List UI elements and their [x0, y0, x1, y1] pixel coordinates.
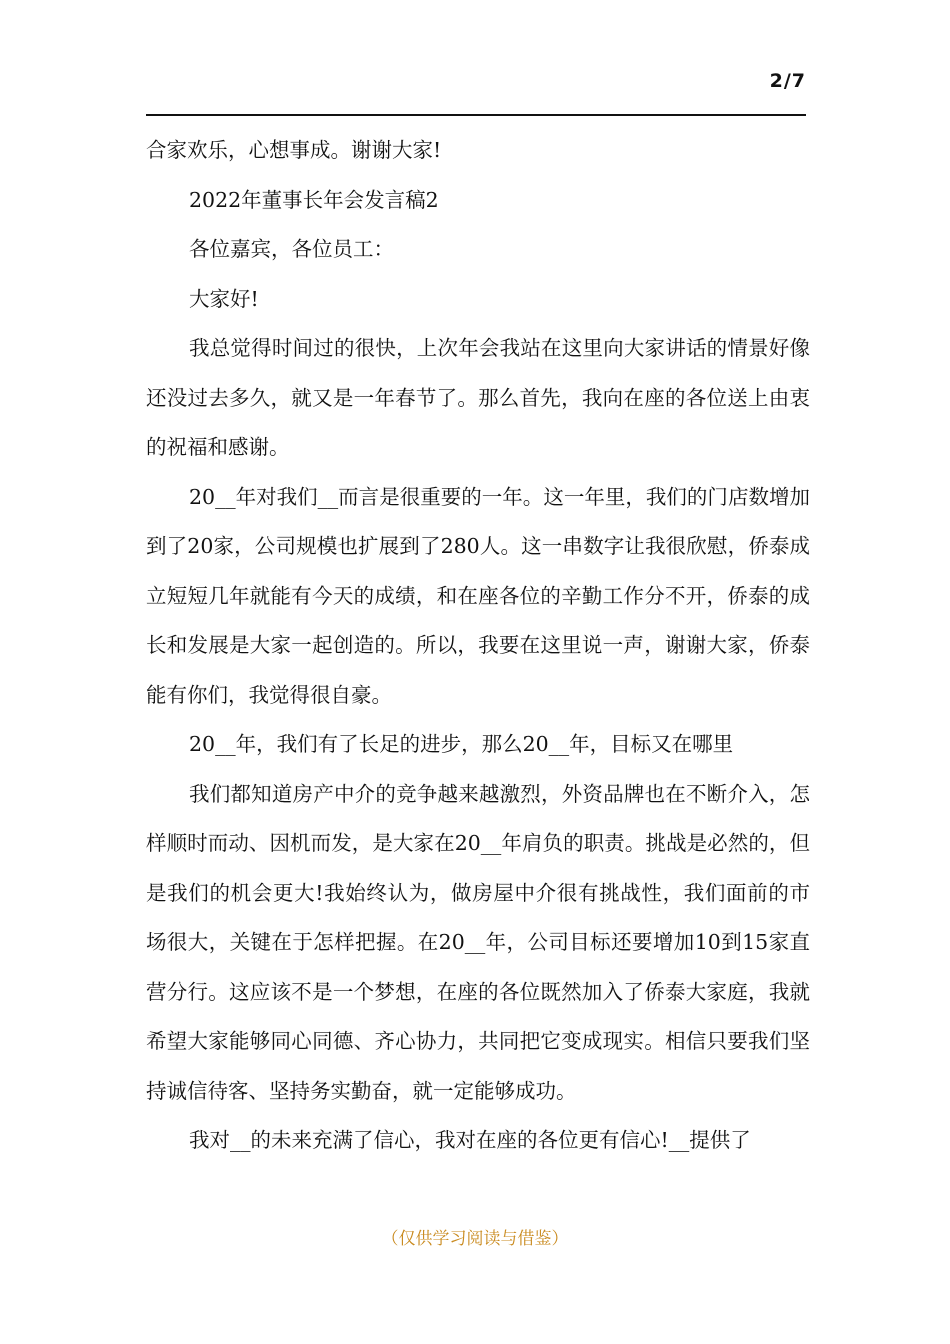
footer-note: （仅供学习阅读与借鉴） — [381, 1229, 569, 1249]
paragraph: 20__年，我们有了长足的进步，那么20__年，目标又在哪里 — [189, 732, 734, 756]
paragraph: 我对__的未来充满了信心，我对在座的各位更有信心!__提供了 — [189, 1128, 751, 1152]
speech-title: 2022年董事长年会发言稿2 — [189, 187, 439, 212]
paragraph: 我们都知道房产中介的竞争越来越激烈，外资品牌也在不断介入，怎样顺时而动、因机而发，是大家在20__年肩负的职责。挑战是必然的，但是我们的机会更大!我始终认为，做房屋中介很有挑战性，我们面前的市场很大，关键在于怎样把握。在20__年，公司目标还要增加10到15家直营分行。这应该不是一个梦想，在座的各位既然加入了侨泰大家庭，我就希望大家能够同心同德、齐心协力，共同把它变成现实。相信只要我们坚持诚信待客、坚持务实勤奋，就一定能够成功。 — [146, 781, 810, 1103]
page-header — [146, 68, 806, 116]
greeting: 大家好! — [189, 286, 259, 311]
salutation: 各位嘉宾，各位员工： — [189, 237, 394, 261]
document-body — [146, 126, 810, 1166]
paragraph: 我总觉得时间过的很快，上次年会我站在这里向大家讲话的情景好像还没过去多久，就又是一年春节了。那么首先，我向在座的各位送上由衷的祝福和感谢。 — [146, 336, 810, 459]
page-number: 2/7 — [769, 70, 806, 92]
paragraph-continuation: 合家欢乐，心想事成。谢谢大家! — [146, 138, 442, 162]
paragraph: 20__年对我们__而言是很重要的一年。这一年里，我们的门店数增加到了20家，公司规模也扩展到了280人。这一串数字让我很欣慰，侨泰成立短短几年就能有今天的成绩，和在座各位的辛勤工作分不开，侨泰的成长和发展是大家一起创造的。所以，我要在这里说一声，谢谢大家，侨泰能有你们，我觉得很自豪。 — [146, 484, 810, 707]
